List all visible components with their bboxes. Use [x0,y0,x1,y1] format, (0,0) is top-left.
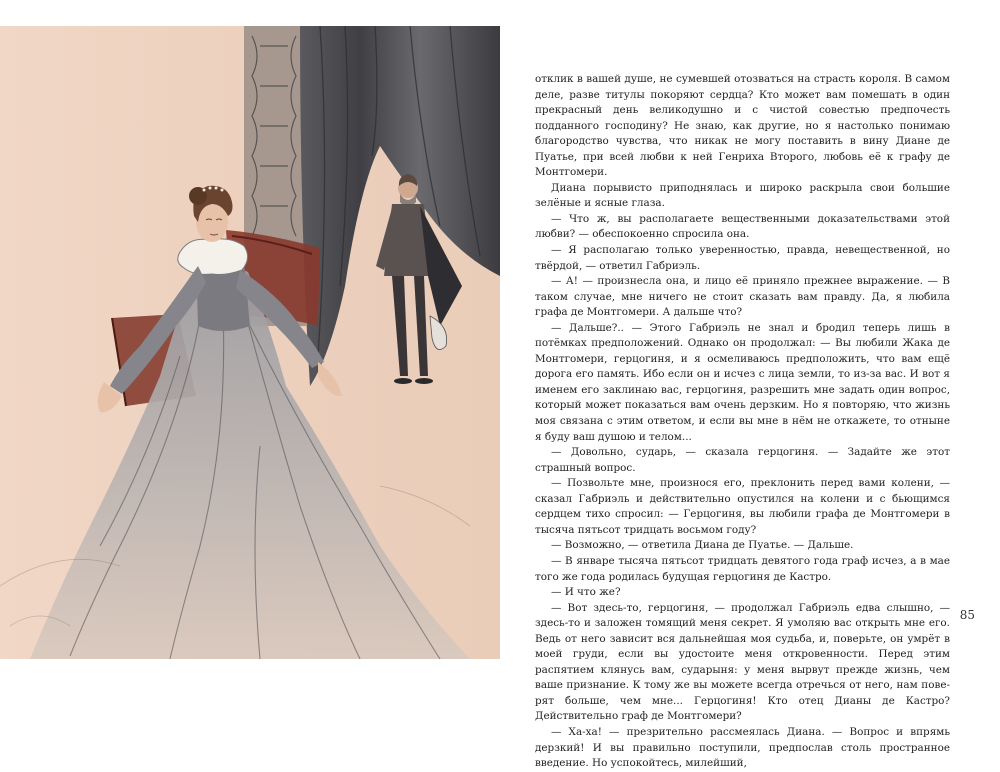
illustration [0,26,500,659]
paragraph: — Довольно, сударь, — сказала герцогиня. — Задайте же этот страшный вопрос. [535,446,950,474]
paragraph: — Что ж, вы располагаете вещественными доказательствами этой любви? — обеспокоенно спросила она. [535,212,950,241]
page-number: 85 [959,608,975,622]
paragraph: — Возможно, — ответила Диана де Пуатье. — Дальше. [551,539,854,552]
text-column [535,72,950,772]
paragraph: — И что же? [551,586,621,599]
ruff-collar [178,239,248,275]
paragraph: — Дальше?.. — Этого Габриэль не знал и бродил теперь лишь в потёмках предположений. Однако он продолжал: — Вы любили Жака де Монтгомери, герцогиня, и я осмеливаюсь предположить, что вам ещё дорога его память. Ибо если он и исчез с лица земли, то из-за вас. И вот я именем его заклинаю вас, герцогиня, разрешить мне задать один вопрос, который может показаться вам очень дерзким. Но я повторяю, что жизнь моя связана с этим ответом, и если вы мне в нём не откажете, то отныне я буду ваш душою и телом... [535,321,950,443]
paragraph: — Вот здесь-то, герцогиня, — продолжал Габриэль едва слышно, — здесь-то и заложен томящий меня секрет. Я умоляю вас открыть мне его. Ведь от него зависит вся дальнейшая моя судьба, и, поверьте, он умрёт в моей груди, если вы удостоите меня откровенности. Перед этим распятием клянусь вам, сударыня: у меня вырвут прежде жизнь, чем ваше признание. К тому же вы можете всегда отречься от него, нам поверят больше, чем мне... Герцогиня! Кто отец Дианы де Кастро? Действительно граф де Монтгомери? [535,601,950,723]
paragraph: — Я располагаю только уверенностью, правда, невещественной, но твёрдой, — ответил Габриэль. [535,244,950,272]
paragraph: — Ха-ха! — презрительно рассмеялась Диана. — Вопрос и впрямь дерзкий! И вы правильно поступили, предпослав столь пространное введение. Но успокойтесь, милейший, [535,725,950,770]
paragraph: — Позвольте мне, произнося его, преклонить перед вами колени, — сказал Габриэль и действительно опустился на колени и с бьющимся сердцем тихо спросил: — Герцогиня, вы любили графа де Монтгомери в тысяча пятьсот тридцать восьмом году? [535,477,950,536]
paragraph: — В январе тысяча пятьсот тридцать девятого года граф исчез, а в мае того же года родилась будущая герцогиня де Кастро. [535,554,950,583]
paragraph: — А! — произнесла она, и лицо её приняло прежнее выражение. — В таком случае, мне ничего не стоит сказать вам правду. Да, я любила графа де Монтгомери. А дальше что? [535,275,950,319]
illustration-artwork [0,26,500,659]
paragraph: отклик в вашей душе, не сумевшей отозваться на страсть короля. В самом деле, разве титулы покоряют сердца? Кто может вам помешать в один прекрасный день великодушно и с чистой совестью предпочесть подданного господину? Не знаю, как другие, но я настолько понимаю благородство чувства, что никак не могу поставить в вину Диане де Пуатье, при всей любви к ней Генриха Второго, любовь её к графу де Монтгомери. [535,73,950,179]
paragraph: Диана порывисто приподнялась и широко раскрыла свои большие зелёные и ясные глаза. [535,181,950,210]
